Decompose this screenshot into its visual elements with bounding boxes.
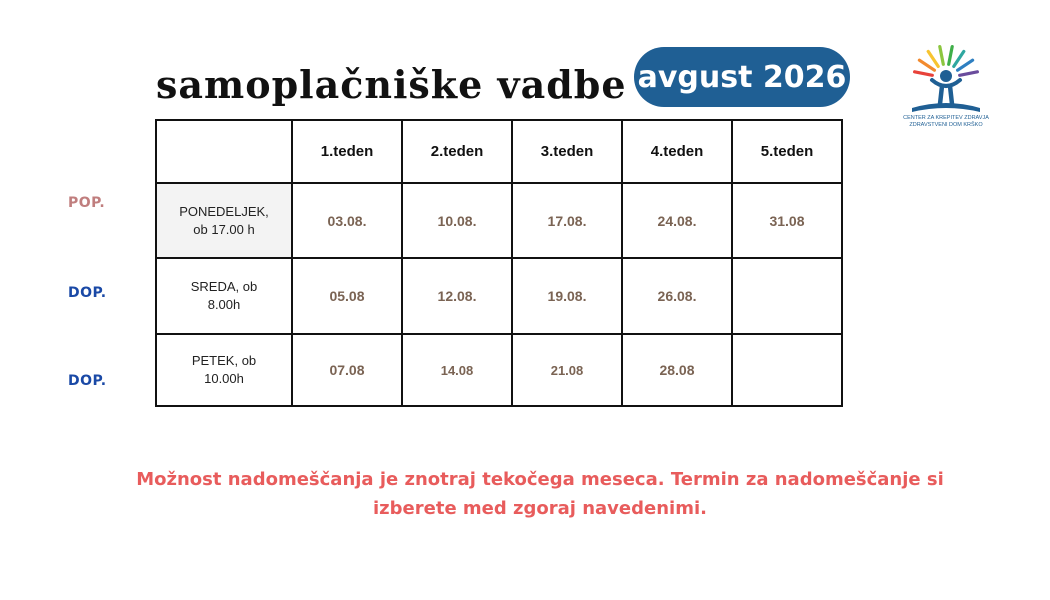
day-cell-friday: PETEK, ob 10.00h [156,334,292,406]
header-cell-week-1: 1.teden [292,120,402,183]
date-cell: 14.08 [402,334,512,406]
month-badge: avgust 2026 [634,47,850,107]
date-cell: 28.08 [622,334,732,406]
date-cell: 12.08. [402,258,512,334]
date-cell: 21.08 [512,334,622,406]
table-row [156,334,842,406]
logo-ray [958,60,973,70]
logo-ray [915,72,933,76]
header-cell-empty [156,120,292,183]
date-cell: 05.08 [292,258,402,334]
day-cell-wednesday: SREDA, ob 8.00h [156,258,292,334]
date-cell: 17.08. [512,183,622,258]
date-cell: 19.08. [512,258,622,334]
logo [898,40,994,132]
schedule-table [155,119,843,407]
date-cell: 24.08. [622,183,732,258]
logo-ray [928,51,938,66]
date-cell: 26.08. [622,258,732,334]
date-cell: 10.08. [402,183,512,258]
period-label-friday: DOP. [68,373,107,389]
header-cell-week-4: 4.teden [622,120,732,183]
header-cell-week-3: 3.teden [512,120,622,183]
logo-ray [940,47,944,65]
logo-text-line1: CENTER ZA KREPITEV ZDRAVJA [903,115,989,121]
logo-ray [960,72,978,76]
period-label-monday: POP. [68,195,106,211]
replacement-note: Možnost nadomeščanja je znotraj tekočega meseca. Termin za nadomeščanje si izberete med zgoraj navedenimi. [136,469,944,519]
table-row [156,183,842,258]
date-cell: 07.08 [292,334,402,406]
header-cell-week-2: 2.teden [402,120,512,183]
table-row [156,258,842,334]
date-cell [732,334,842,406]
person-rainbow-icon [898,40,994,116]
logo-ray [919,60,934,70]
logo-text-line2: ZDRAVSTVENI DOM KRŠKO [909,122,983,128]
date-cell: 31.08 [732,183,842,258]
date-cell [732,258,842,334]
page-title: samoplačniške vadbe [156,62,627,107]
day-cell-monday: PONEDELJEK, ob 17.00 h [156,183,292,258]
header-cell-week-5: 5.teden [732,120,842,183]
period-label-wednesday: DOP. [68,285,107,301]
table-header-row [156,120,842,183]
date-cell: 03.08. [292,183,402,258]
logo-ray [954,51,964,66]
logo-ray [949,47,953,65]
